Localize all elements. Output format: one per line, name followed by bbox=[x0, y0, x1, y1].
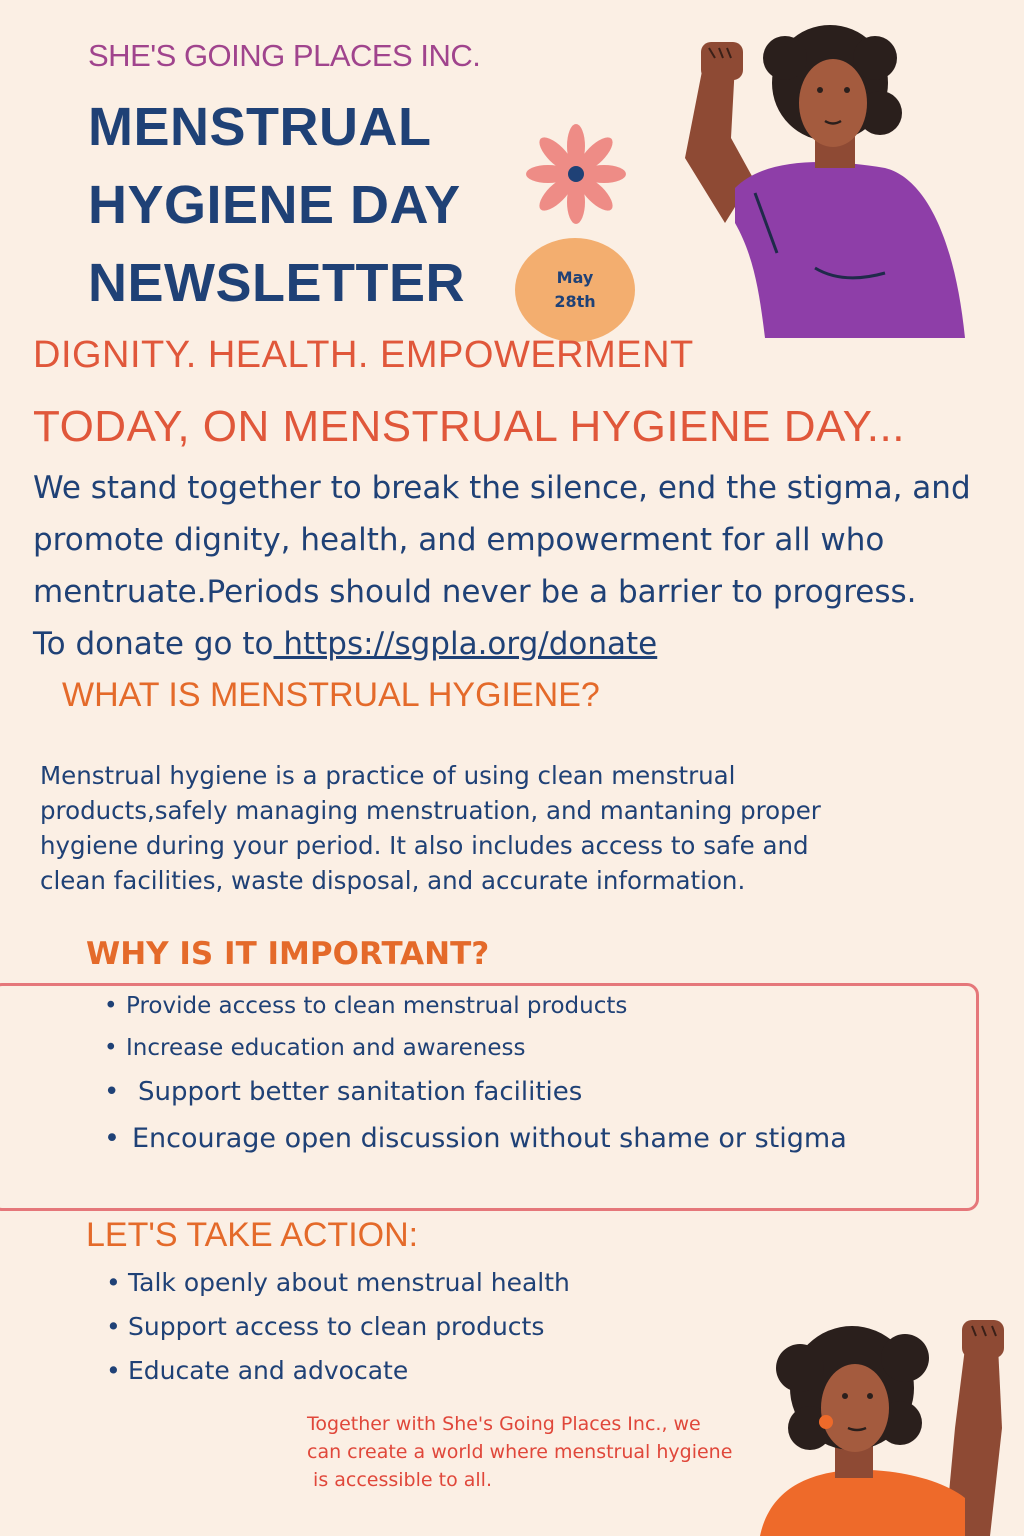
date-day: 28th bbox=[554, 292, 596, 311]
closing-line: can create a world where menstrual hygiene bbox=[307, 1441, 733, 1463]
why-heading: WHY IS IT IMPORTANT? bbox=[86, 936, 490, 972]
woman-raised-fist-illustration bbox=[665, 18, 970, 338]
closing-line: is accessible to all. bbox=[307, 1469, 492, 1491]
what-paragraph bbox=[40, 758, 920, 898]
list-item: • Talk openly about menstrual health bbox=[106, 1268, 570, 1312]
title-line: NEWSLETTER bbox=[88, 253, 465, 313]
paragraph-line: hygiene during your period. It also includes access to safe and bbox=[40, 831, 809, 860]
list-item: • Encourage open discussion without shame or stigma bbox=[104, 1123, 847, 1169]
action-heading: LET'S TAKE ACTION: bbox=[86, 1216, 419, 1254]
title-line: HYGIENE DAY bbox=[88, 175, 461, 235]
donate-link[interactable]: https://sgpla.org/donate bbox=[273, 626, 658, 662]
intro-line: promote dignity, health, and empowerment for all who bbox=[33, 522, 885, 558]
action-list bbox=[106, 1268, 570, 1400]
organization-name: SHE'S GOING PLACES INC. bbox=[88, 38, 481, 73]
list-item: • Educate and advocate bbox=[106, 1356, 570, 1400]
date-badge bbox=[515, 238, 635, 342]
donate-prefix: To donate go to bbox=[33, 626, 274, 662]
newsletter-title bbox=[88, 88, 465, 322]
intro-line: mentruate.Periods should never be a barrier to progress. bbox=[33, 574, 917, 610]
list-item: • Increase education and awareness bbox=[104, 1035, 847, 1077]
closing-line: Together with She's Going Places Inc., we bbox=[307, 1413, 701, 1435]
date-month: May bbox=[556, 268, 594, 287]
flower-icon bbox=[522, 122, 630, 226]
woman-orange-shirt-illustration bbox=[740, 1298, 1024, 1536]
paragraph-line: clean facilities, waste disposal, and accurate information. bbox=[40, 866, 746, 895]
title-line: MENSTRUAL bbox=[88, 97, 432, 157]
list-item: • Support better sanitation facilities bbox=[104, 1077, 847, 1123]
today-heading: TODAY, ON MENSTRUAL HYGIENE DAY... bbox=[33, 402, 905, 451]
intro-line: We stand together to break the silence, end the stigma, and bbox=[33, 470, 971, 506]
paragraph-line: Menstrual hygiene is a practice of using clean menstrual bbox=[40, 761, 736, 790]
what-heading: WHAT IS MENSTRUAL HYGIENE? bbox=[62, 676, 600, 714]
list-item: • Support access to clean products bbox=[106, 1312, 570, 1356]
paragraph-line: products,safely managing menstruation, and mantaning proper bbox=[40, 796, 821, 825]
list-item: • Provide access to clean menstrual products bbox=[104, 993, 847, 1035]
tagline: DIGNITY. HEALTH. EMPOWERMENT bbox=[33, 334, 694, 376]
why-list bbox=[104, 993, 847, 1169]
intro-paragraph bbox=[33, 462, 1023, 670]
closing-message bbox=[307, 1410, 777, 1494]
donate-line bbox=[33, 618, 1023, 670]
